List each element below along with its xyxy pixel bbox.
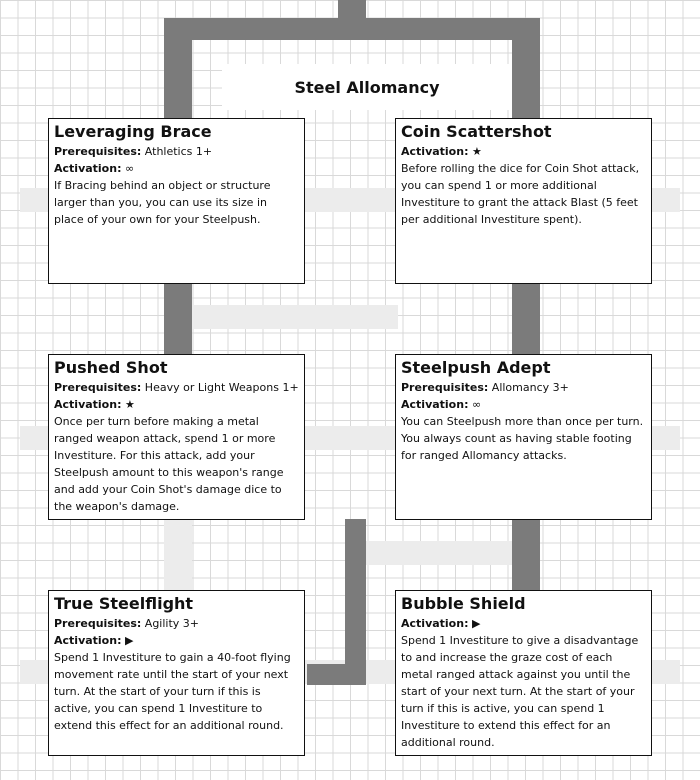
activation-line (54, 632, 299, 649)
activation-label: Activation: (54, 162, 122, 175)
prerequisites-line (401, 379, 646, 396)
talent-card-bubble-shield (395, 590, 652, 756)
talent-name: Bubble Shield (401, 594, 526, 613)
connector-line (512, 18, 540, 120)
connector-line (164, 18, 540, 40)
background-band (164, 519, 192, 591)
connector-line (164, 18, 192, 120)
prerequisites-line (54, 143, 299, 160)
prerequisites-value: Agility 3+ (144, 617, 200, 630)
prerequisites-value: Allomancy 3+ (491, 381, 569, 394)
prerequisites-line (54, 379, 299, 396)
connector-line (345, 519, 366, 685)
talent-card-pushed-shot (48, 354, 305, 520)
prerequisites-line (54, 615, 299, 632)
talent-name: Coin Scattershot (401, 122, 552, 141)
activation-line (401, 615, 646, 632)
talent-description: Spend 1 Investiture to gain a 40-foot flying movement rate until the start of your next turn. At the start of your turn if this is active, you can spend 1 Investiture to extend this effect for an additional round. (54, 651, 291, 732)
talent-description: Before rolling the dice for Coin Shot attack, you can spend 1 or more additional Investiture to grant the attack Blast (5 feet per additional Investiture spent). (401, 162, 640, 226)
infinity-icon: ∞ (124, 162, 135, 175)
prerequisites-label: Prerequisites: (54, 145, 142, 158)
activation-line (401, 143, 646, 160)
activation-label: Activation: (401, 145, 469, 158)
background-band (366, 541, 512, 565)
talent-description: Once per turn before making a metal ranged weapon attack, spend 1 or more Investiture. For this attack, add your Steelpush amount to this weapon's range and add your Coin Shot's damage dice to the weapon's damage. (54, 415, 284, 513)
activation-label: Activation: (401, 398, 469, 411)
connector-line (512, 519, 540, 591)
talent-name: Steelpush Adept (401, 358, 551, 377)
talent-card-steelpush-adept (395, 354, 652, 520)
prerequisites-value: Heavy or Light Weapons 1+ (144, 381, 299, 394)
talent-description: Spend 1 Investiture to give a disadvantage to and increase the graze cost of each metal ranged attack against you until the start of your next turn. At the start of your turn if this is active, you can spend 1 Investiture to extend this effect for an additional round. (401, 634, 639, 749)
activation-label: Activation: (54, 398, 122, 411)
prerequisites-value: Athletics 1+ (144, 145, 213, 158)
talent-name: Pushed Shot (54, 358, 168, 377)
background-band (192, 305, 398, 329)
prerequisites-label: Prerequisites: (54, 617, 142, 630)
talent-description: You can Steelpush more than once per turn. You always count as having stable footing for ranged Allomancy attacks. (401, 415, 644, 462)
activation-line (401, 396, 646, 413)
talent-name: Leveraging Brace (54, 122, 212, 141)
talent-card-leveraging-brace (48, 118, 305, 284)
activation-line (54, 396, 299, 413)
activation-label: Activation: (54, 634, 122, 647)
prerequisites-label: Prerequisites: (401, 381, 489, 394)
play-icon: ▶ (471, 617, 481, 630)
connector-line (307, 664, 366, 685)
connector-line (512, 283, 540, 355)
infinity-icon: ∞ (471, 398, 482, 411)
talent-card-true-steelflight (48, 590, 305, 756)
star-icon: ★ (124, 398, 135, 411)
connector-line (164, 283, 192, 355)
talent-card-coin-scattershot (395, 118, 652, 284)
talent-name: True Steelflight (54, 594, 194, 613)
activation-line (54, 160, 299, 177)
tree-title: Steel Allomancy (222, 64, 512, 110)
prerequisites-label: Prerequisites: (54, 381, 142, 394)
talent-description: If Bracing behind an object or structure larger than you, you can use its size in place of your own for your Steelpush. (54, 179, 271, 226)
activation-label: Activation: (401, 617, 469, 630)
star-icon: ★ (471, 145, 482, 158)
play-icon: ▶ (124, 634, 134, 647)
